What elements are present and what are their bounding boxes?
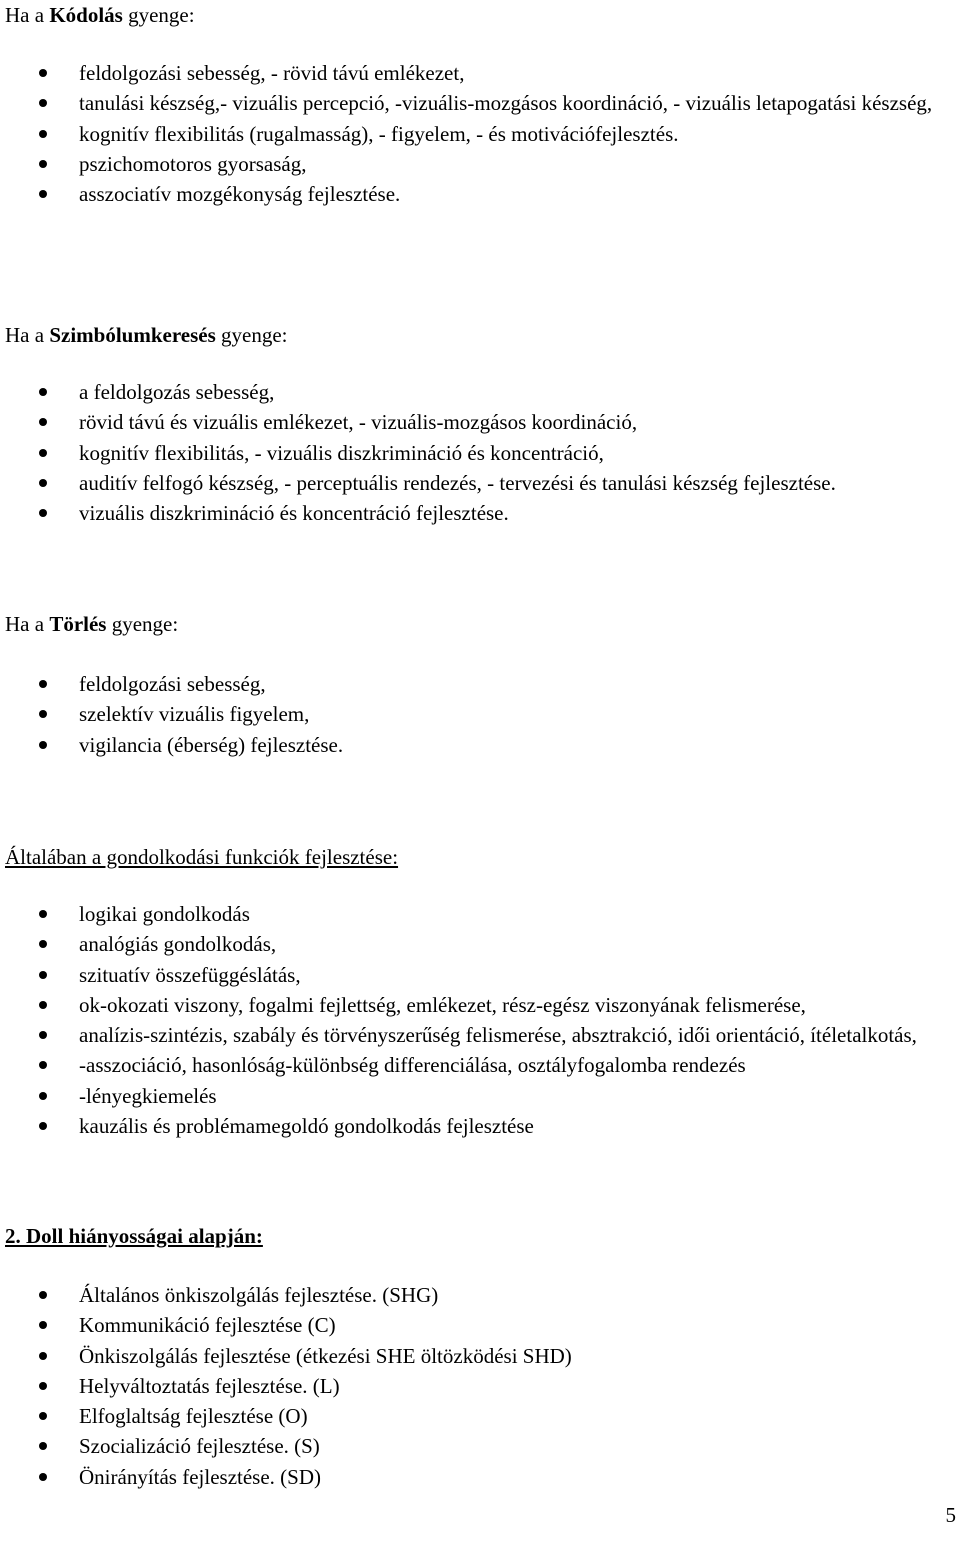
bullet-icon bbox=[39, 1061, 47, 1069]
list-item: Általános önkiszolgálás fejlesztése. (SHG) bbox=[0, 1280, 960, 1310]
section-heading-kodolas: Ha a Kódolás gyenge: bbox=[5, 3, 195, 27]
list-item: Szocializáció fejlesztése. (S) bbox=[0, 1431, 960, 1461]
list-item: Elfoglaltság fejlesztése (O) bbox=[0, 1401, 960, 1431]
bullet-icon bbox=[39, 971, 47, 979]
list-item: vigilancia (éberség) fejlesztése. bbox=[0, 730, 960, 760]
list-item: pszichomotoros gyorsaság, bbox=[0, 149, 960, 179]
list-item: kauzális és problémamegoldó gondolkodás fejlesztése bbox=[0, 1111, 960, 1141]
bullet-icon bbox=[39, 1001, 47, 1009]
section-heading-doll: 2. Doll hiányosságai alapján: bbox=[5, 1224, 263, 1248]
bullet-list-kodolas bbox=[0, 58, 960, 209]
list-item: Helyváltoztatás fejlesztése. (L) bbox=[0, 1371, 960, 1401]
bullet-icon bbox=[39, 1321, 47, 1329]
list-item: logikai gondolkodás bbox=[0, 899, 960, 929]
list-item: kognitív flexibilitás (rugalmasság), - figyelem, - és motivációfejlesztés. bbox=[0, 119, 960, 149]
bullet-icon bbox=[39, 1382, 47, 1390]
bullet-icon bbox=[39, 449, 47, 457]
bullet-icon bbox=[39, 1473, 47, 1481]
bullet-icon bbox=[39, 680, 47, 688]
list-item: a feldolgozás sebesség, bbox=[0, 377, 960, 407]
bullet-icon bbox=[39, 190, 47, 198]
bullet-icon bbox=[39, 1412, 47, 1420]
bullet-icon bbox=[39, 69, 47, 77]
bullet-icon bbox=[39, 509, 47, 517]
section-keyword: Kódolás bbox=[49, 3, 123, 27]
list-item: Önkiszolgálás fejlesztése (étkezési SHE öltözködési SHD) bbox=[0, 1341, 960, 1371]
bullet-list-szimbolumkereses bbox=[0, 377, 960, 528]
bullet-icon bbox=[39, 388, 47, 396]
bullet-icon bbox=[39, 130, 47, 138]
bullet-icon bbox=[39, 1031, 47, 1039]
bullet-icon bbox=[39, 1122, 47, 1130]
list-item: -asszociáció, hasonlóság-különbség differenciálása, osztályfogalomba rendezés bbox=[0, 1050, 960, 1080]
bullet-icon bbox=[39, 1352, 47, 1360]
list-item: szelektív vizuális figyelem, bbox=[0, 699, 960, 729]
bullet-list-gondolkodasi-funkciok bbox=[0, 899, 960, 1141]
bullet-icon bbox=[39, 741, 47, 749]
bullet-icon bbox=[39, 710, 47, 718]
bullet-list-torles bbox=[0, 669, 960, 760]
bullet-icon bbox=[39, 99, 47, 107]
section-heading-torles: Ha a Törlés gyenge: bbox=[5, 612, 179, 636]
list-item: szituatív összefüggéslátás, bbox=[0, 960, 960, 990]
section-heading-szimbolumkereses: Ha a Szimbólumkeresés gyenge: bbox=[5, 323, 288, 347]
list-item: rövid távú és vizuális emlékezet, - vizuális-mozgásos koordináció, bbox=[0, 407, 960, 437]
bullet-icon bbox=[39, 418, 47, 426]
list-item: tanulási készség,- vizuális percepció, -vizuális-mozgásos koordináció, - vizuális letapogatási készség, bbox=[0, 88, 960, 118]
list-item: auditív felfogó készség, - perceptuális rendezés, - tervezési és tanulási készség fejlesztése. bbox=[0, 468, 960, 498]
bullet-icon bbox=[39, 910, 47, 918]
list-item: Kommunikáció fejlesztése (C) bbox=[0, 1310, 960, 1340]
list-item: analízis-szintézis, szabály és törvényszerűség felismerése, absztrakció, idői orientáció, ítéletalkotás, bbox=[0, 1020, 960, 1050]
section-heading-gondolkodasi-funkciok: Általában a gondolkodási funkciók fejlesztése: bbox=[5, 845, 399, 869]
bullet-icon bbox=[39, 160, 47, 168]
bullet-icon bbox=[39, 479, 47, 487]
list-item: ok-okozati viszony, fogalmi fejlettség, emlékezet, rész-egész viszonyának felismerése, bbox=[0, 990, 960, 1020]
section-keyword: Törlés bbox=[49, 612, 107, 636]
bullet-icon bbox=[39, 1291, 47, 1299]
bullet-icon bbox=[39, 1442, 47, 1450]
list-item: kognitív flexibilitás, - vizuális diszkrimináció és koncentráció, bbox=[0, 438, 960, 468]
bullet-icon bbox=[39, 940, 47, 948]
bullet-icon bbox=[39, 1092, 47, 1100]
list-item: feldolgozási sebesség, bbox=[0, 669, 960, 699]
list-item: Önirányítás fejlesztése. (SD) bbox=[0, 1462, 960, 1492]
list-item: asszociatív mozgékonyság fejlesztése. bbox=[0, 179, 960, 209]
list-item: analógiás gondolkodás, bbox=[0, 929, 960, 959]
bullet-list-doll bbox=[0, 1280, 960, 1492]
page-number: 5 bbox=[945, 1503, 956, 1527]
section-keyword: Szimbólumkeresés bbox=[49, 323, 216, 347]
list-item: vizuális diszkrimináció és koncentráció fejlesztése. bbox=[0, 498, 960, 528]
list-item: -lényegkiemelés bbox=[0, 1081, 960, 1111]
list-item: feldolgozási sebesség, - rövid távú emlékezet, bbox=[0, 58, 960, 88]
